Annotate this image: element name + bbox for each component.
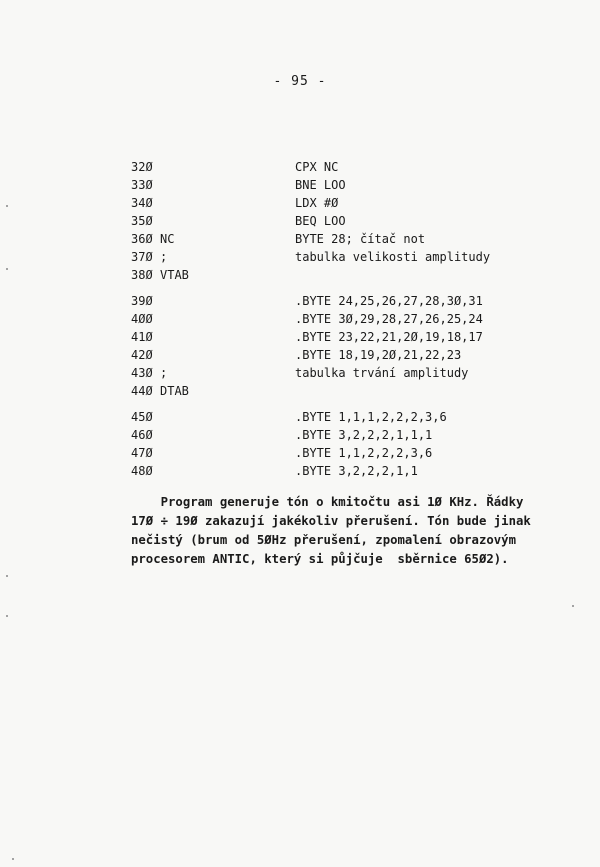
statement: BNE LOO (295, 178, 346, 192)
statement: .BYTE 1,1,2,2,2,3,6 (295, 446, 433, 460)
line-number: 44Ø (131, 384, 153, 398)
scan-speck (572, 605, 574, 607)
line-number: 34Ø (131, 196, 153, 210)
statement: CPX NC (295, 160, 339, 174)
line-number: 42Ø (131, 348, 153, 362)
line-number: 4ØØ (131, 312, 153, 326)
line-number: 33Ø (131, 178, 153, 192)
line-number: 47Ø (131, 446, 153, 460)
code-line (131, 230, 551, 248)
code-line (131, 364, 551, 382)
code-line (131, 212, 551, 230)
paragraph-line: procesorem ANTIC, který si půjčuje sběrnice 65Ø2). (131, 552, 509, 566)
statement: .BYTE 3,2,2,2,1,1 (295, 464, 418, 478)
line-label: ; (160, 366, 168, 380)
statement: BYTE 28; čítač not (295, 232, 426, 246)
code-line (131, 194, 551, 212)
line-label: VTAB (160, 268, 189, 282)
paragraph-line: 17Ø ÷ 19Ø zakazují jakékoliv přerušení. Tón bude jinak (131, 514, 531, 528)
statement: .BYTE 3Ø,29,28,27,26,25,24 (295, 312, 483, 326)
line-number: 36Ø (131, 232, 153, 246)
code-line (131, 176, 551, 194)
statement: .BYTE 24,25,26,27,28,3Ø,31 (295, 294, 483, 308)
code-line (131, 346, 551, 364)
statement: tabulka velikosti amplitudy (295, 250, 491, 264)
paragraph-line: Program generuje tón o kmitočtu asi 1Ø KHz. Řádky (131, 495, 524, 509)
code-line (131, 462, 551, 480)
scan-speck (6, 268, 8, 270)
line-label: DTAB (160, 384, 189, 398)
code-listing (131, 158, 551, 480)
line-number: 37Ø (131, 250, 153, 264)
statement: BEQ LOO (295, 214, 346, 228)
page-number: - 95 - (273, 74, 327, 89)
statement: LDX #Ø (295, 196, 339, 210)
scan-speck (6, 575, 8, 577)
scan-speck (12, 858, 14, 860)
statement: .BYTE 3,2,2,2,1,1,1 (295, 428, 433, 442)
code-line (131, 328, 551, 346)
line-number: 45Ø (131, 410, 153, 424)
code-line (131, 310, 551, 328)
code-line (131, 444, 551, 462)
line-label: ; (160, 250, 168, 264)
code-line (131, 382, 551, 400)
line-number: 35Ø (131, 214, 153, 228)
statement: .BYTE 23,22,21,2Ø,19,18,17 (295, 330, 483, 344)
code-line (131, 408, 551, 426)
line-label: NC (160, 232, 175, 246)
statement: tabulka trvání amplitudy (295, 366, 469, 380)
code-line (131, 248, 551, 266)
statement: .BYTE 18,19,2Ø,21,22,23 (295, 348, 462, 362)
line-number: 41Ø (131, 330, 153, 344)
scan-speck (6, 205, 8, 207)
code-line (131, 426, 551, 444)
description-paragraph (131, 493, 551, 569)
line-number: 43Ø (131, 366, 153, 380)
statement: .BYTE 1,1,1,2,2,2,3,6 (295, 410, 447, 424)
code-line (131, 266, 551, 284)
line-number: 48Ø (131, 464, 153, 478)
line-number: 38Ø (131, 268, 153, 282)
code-line (131, 158, 551, 176)
line-number: 32Ø (131, 160, 153, 174)
line-number: 39Ø (131, 294, 153, 308)
code-line (131, 292, 551, 310)
line-number: 46Ø (131, 428, 153, 442)
paragraph-line: nečistý (brum od 5ØHz přerušení, zpomalení obrazovým (131, 533, 516, 547)
scan-speck (6, 615, 8, 617)
